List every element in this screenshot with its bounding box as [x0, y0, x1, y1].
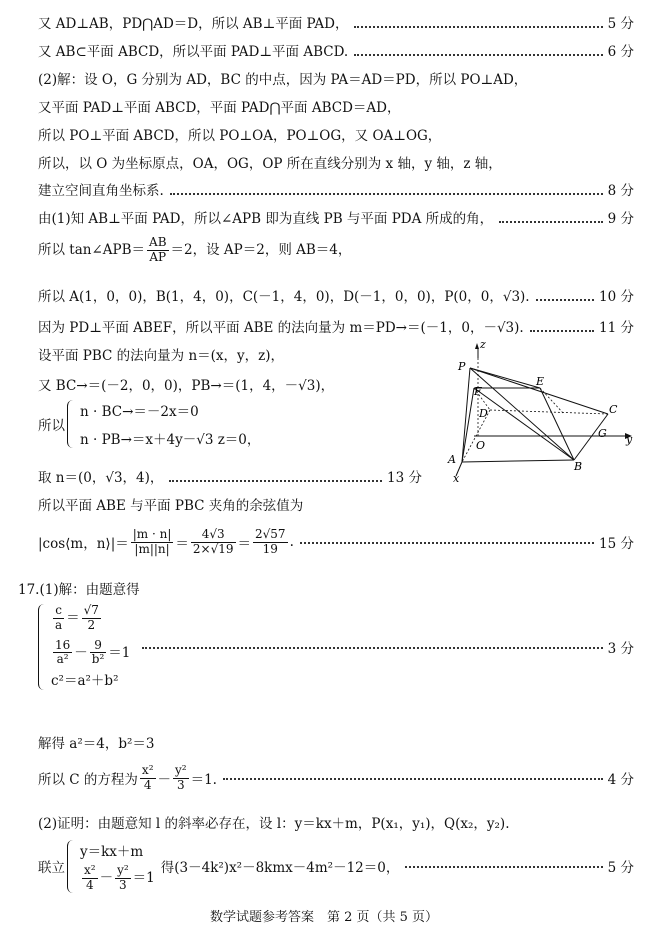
label-y: y — [626, 433, 633, 446]
line-16: 所以平面 ABE 与平面 PBC 夹角的余弦值为 — [38, 498, 304, 514]
score: 11 分 — [599, 320, 634, 336]
score: 9 分 — [607, 211, 634, 227]
line-text: 又 AD⊥AB，PD⋂AD＝D，所以 AB⊥平面 PAD， — [38, 16, 349, 32]
edge-FB — [474, 388, 574, 460]
score: 5 分 — [607, 16, 634, 32]
line-3: (2)解：设 O，G 分别为 AD，BC 的中点，因为 PA＝AD＝PD，所以 PO⊥AD， — [38, 72, 528, 88]
line-4: 又平面 PAD⊥平面 ABCD，平面 PAD⋂平面 ABCD＝AD， — [38, 100, 401, 116]
line-22: (2)证明：由题意知 l 的斜率必存在，设 l：y＝kx＋m，P(x₁，y₁)，Q(x₂，y₂). — [38, 816, 510, 832]
line-12: 设平面 PBC 的法向量为 n＝(x，y，z)， — [38, 348, 285, 364]
line-11 — [38, 316, 634, 336]
edge-AB — [462, 460, 574, 462]
line-17: |cos⟨m，n⟩|＝ $\frac{|m \cdot n|}{|m||n|}$ ＝ $\frac{4√3}{2\times√19}$ ＝ $\frac{2√57}{19}$ . 15 分 — [38, 527, 634, 556]
line-20: 解得 a²＝4，b²＝3 — [38, 736, 155, 752]
equation-system-line: 联立 y＝kx＋m $\frac{\text{x²}}{4}$ － $\frac{\text{y²}}{3}$ ＝1 得(3－4k²)x²－8kmx－4m²－12＝0， 5 分 — [38, 840, 634, 893]
score: 6 分 — [607, 44, 634, 60]
label-P: P — [458, 360, 466, 373]
fraction: $\frac{AB}{AP}$ — [149, 235, 167, 264]
line-text: 由(1)知 AB⊥平面 PAD，所以∠APB 即为直线 PB 与平面 PDA 所成的角， — [38, 211, 494, 227]
line-2 — [38, 40, 634, 60]
label-O: O — [476, 439, 486, 452]
line-text: 建立空间直角坐标系. — [38, 183, 164, 199]
problem-17-heading: 17.(1)解：由题意得 — [18, 582, 140, 598]
edge-E-hidden — [540, 388, 564, 414]
line-21: 所以 C 的方程为 $\frac{\text{x²}}{4}$ － $\frac{\text{y²}}{3}$ ＝1. 4 分 — [38, 763, 634, 792]
label-D: D — [479, 407, 488, 420]
line-text: 因为 PD⊥平面 ABEF，所以平面 ABE 的法向量为 m＝PD→＝(－1，0，－√3). — [38, 320, 524, 336]
score: 15 分 — [599, 536, 634, 553]
score: 3 分 — [607, 641, 634, 658]
label-C: C — [609, 403, 618, 416]
line-9: 所以 tan∠APB＝ $\frac{AB}{AP}$ ＝2，设 AP＝2，则 AB＝4， — [38, 235, 352, 264]
line-5: 所以 PO⊥平面 ABCD，所以 PO⊥OA，PO⊥OG，又 OA⊥OG， — [38, 128, 442, 144]
equation-system-ellipse: $\frac{c}{a}$ ＝ $\frac{√7}{2}$ $\frac{16}{\text{a²}}$ － $\frac{9}{\text{b²}}$ ＝1 c²＝a²＋b² 3 分 — [38, 604, 634, 690]
score: 5 分 — [607, 860, 634, 877]
label-x: x — [453, 472, 460, 485]
line-1 — [38, 12, 634, 32]
label-A: A — [448, 453, 456, 466]
score: 10 分 — [599, 289, 634, 305]
label-G: G — [598, 427, 607, 440]
line-15 — [38, 466, 422, 486]
line-6: 所以，以 O 为坐标原点，OA，OG，OP 所在直线分别为 x 轴，y 轴，z 轴， — [38, 156, 502, 172]
line-13: 又 BC→＝(－2，0，0)，PB→＝(1，4，－√3)， — [38, 378, 335, 394]
edge-BE — [540, 388, 574, 460]
score: 8 分 — [607, 183, 634, 199]
geometry-figure — [444, 340, 640, 488]
label-B: B — [574, 460, 583, 473]
line-text: 取 n＝(0，√3，4)， — [38, 470, 164, 486]
page-footer: 数学试题参考答案 第 2 页（共 5 页） — [209, 910, 439, 925]
line-10 — [38, 285, 634, 305]
edge-AF — [462, 388, 474, 462]
line-7 — [38, 179, 634, 199]
label-z: z — [480, 340, 486, 351]
line-text: 又 AB⊂平面 ABCD，所以平面 PAD⊥平面 ABCD. — [38, 44, 349, 60]
score: 4 分 — [607, 772, 634, 789]
label-F: F — [474, 385, 482, 398]
edge-PA — [462, 368, 470, 462]
score: 13 分 — [387, 470, 422, 486]
label-E: E — [536, 375, 545, 388]
z-arrow — [475, 343, 479, 349]
line-text: 所以 A(1，0，0)，B(1，4，0)，C(－1，4，0)，D(－1，0，0)，P(0，0，√3). — [38, 289, 530, 305]
line-8 — [38, 207, 634, 227]
equation-system-normal: 所以 n · BC→＝－2x＝0 n · PB→＝x＋4y－√3 z＝0， — [38, 400, 260, 448]
